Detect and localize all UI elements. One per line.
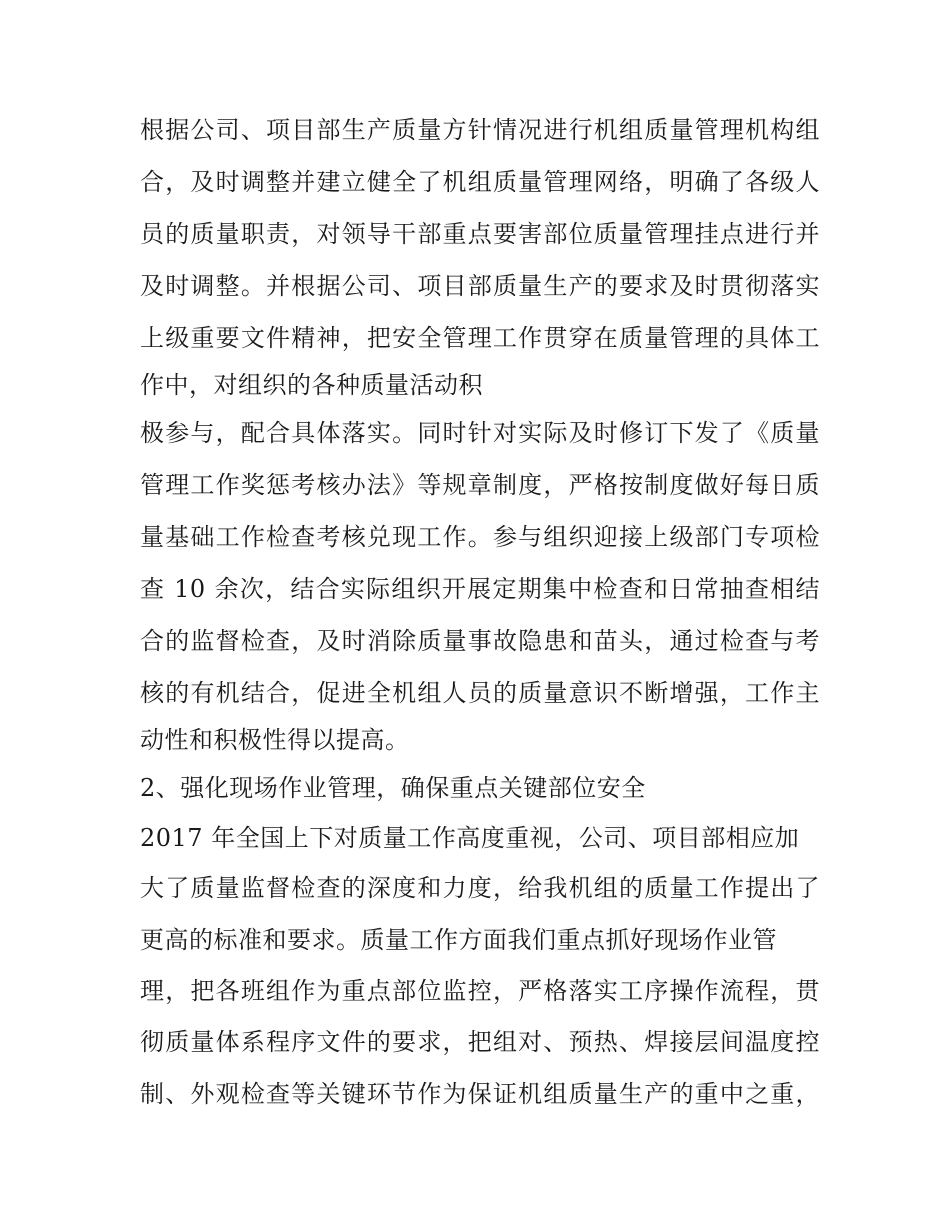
text-line: 极参与，配合具体落实。同时针对实际及时修订下发了《质量 bbox=[140, 419, 820, 447]
text-line: 理，把各班组作为重点部位监控，严格落实工序操作流程，贯 bbox=[140, 977, 820, 1005]
text-line: 量基础工作检查考核兑现工作。参与组织迎接上级部门专项检 bbox=[140, 523, 820, 551]
text-line: 2017 年全国上下对质量工作高度重视，公司、项目部相应加 bbox=[140, 824, 800, 852]
text-line: 管理工作奖惩考核办法》等规章制度，严格按制度做好每日质 bbox=[140, 471, 820, 499]
text-line: 合，及时调整并建立健全了机组质量管理网络，明确了各级人 bbox=[140, 168, 820, 196]
text-line: 作中，对组织的各种质量活动积 bbox=[140, 371, 483, 399]
text-line: 合的监督检查，及时消除质量事故隐患和苗头，通过检查与考 bbox=[140, 627, 820, 655]
text-line: 动性和积极性得以提高。 bbox=[140, 726, 410, 754]
text-line: 彻质量体系程序文件的要求，把组对、预热、焊接层间温度控 bbox=[140, 1028, 820, 1056]
text-line: 大了质量监督检查的深度和力度，给我机组的质量工作提出了 bbox=[140, 874, 820, 902]
text-line: 查 10 余次，结合实际组织开展定期集中检查和日常抽查相结 bbox=[140, 575, 820, 603]
text-line: 员的质量职责，对领导干部重点要害部位质量管理挂点进行并 bbox=[140, 220, 820, 248]
text-line: 核的有机结合，促进全机组人员的质量意识不断增强，工作主 bbox=[140, 679, 820, 707]
text-line: 上级重要文件精神，把安全管理工作贯穿在质量管理的具体工 bbox=[140, 324, 820, 352]
text-line: 更高的标准和要求。质量工作方面我们重点抓好现场作业管 bbox=[140, 926, 777, 954]
text-line: 制、外观检查等关键环节作为保证机组质量生产的重中之重， bbox=[140, 1080, 820, 1108]
text-line: 及时调整。并根据公司、项目部质量生产的要求及时贯彻落实 bbox=[140, 272, 820, 300]
text-line: 根据公司、项目部生产质量方针情况进行机组质量管理机构组 bbox=[140, 116, 820, 144]
section-heading: 2、强化现场作业管理，确保重点关键部位安全 bbox=[140, 774, 646, 802]
